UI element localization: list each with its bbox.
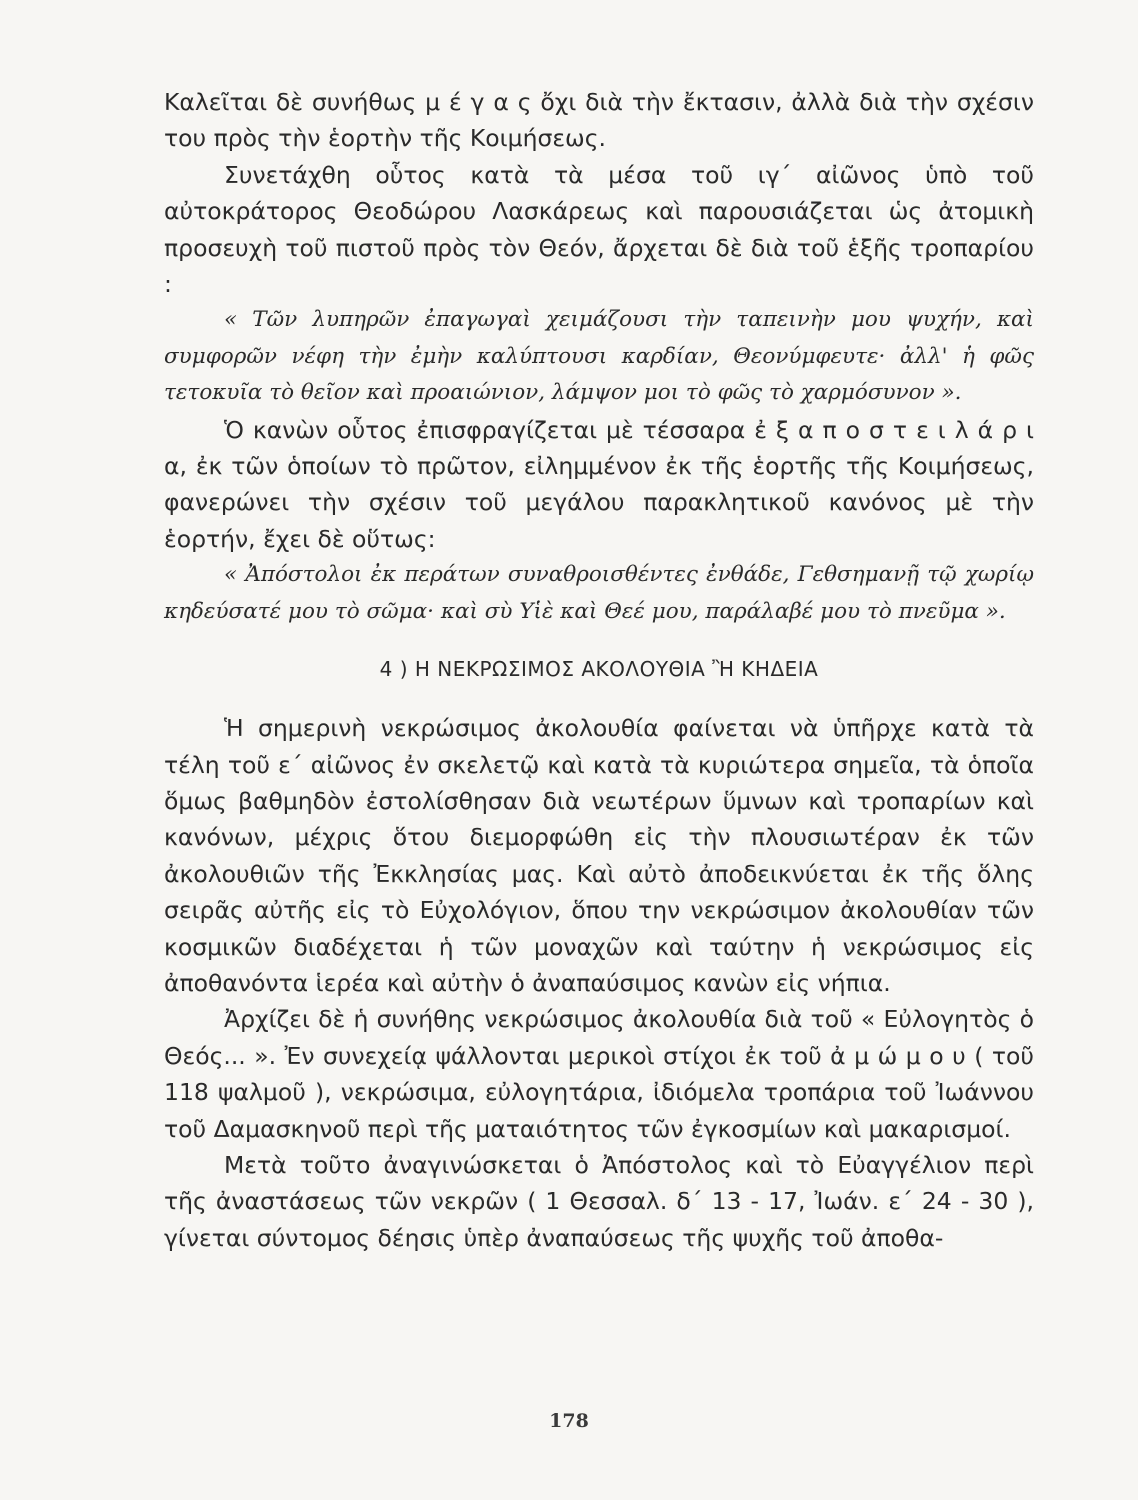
paragraph-funeral-service: Ἡ σημερινὴ νεκρώσιμος ἀκολουθία φαίνεται νὰ ὑπῆρχε κατὰ τὰ τέλη τοῦ ε΄ αἰῶνος ἐν σκελετῷ καὶ κατὰ τὰ κυριώτερα σημεῖα, τὰ ὁποῖα ὅμως βαθμηδὸν ἐστολίσθησαν διὰ νεωτέρων ὕμνων καὶ τροπαρίων καὶ κανόνων, μέχρις ὅτου διεμορφώθη εἰς τὴν πλουσιωτέραν ἐκ τῶν ἀκολουθιῶν τῆς Ἐκκλησίας μας. Καὶ αὐτὸ ἀποδεικνύεται ἐκ τῆς ὅλης σειρᾶς αὐτῆς εἰς τὸ Εὐχολόγιον, ὅπου την νεκρώσιμον ἀκολουθίαν τῶν κοσμικῶν διαδέχεται ἡ τῶν μοναχῶν καὶ ταύτην ἡ νεκρώσιμος εἰς ἀποθανόντα ἱερέα καὶ αὐτὴν ὁ ἀναπαύσιμος κανὼν εἰς νήπια. bbox=[164, 714, 1034, 997]
page-number: 178 bbox=[549, 1410, 589, 1432]
paragraph-exaposteilaria: Ὁ κανὼν οὗτος ἐπισφραγίζεται μὲ τέσσαρα ἐ ξ α π ο σ τ ε ι λ ά ρ ι α, ἐκ τῶν ὁποίων τὸ πρῶτον, εἰλημμένον ἐκ τῆς ἑορτῆς τῆς Κοιμήσεως, φανερώνει τὴν σχέσιν τοῦ μεγάλου παρακλητικοῦ κανόνος μὲ τὴν ἑορτήν, ἔχει δὲ οὕτως: bbox=[164, 415, 1034, 553]
paragraph-composition: Συνετάχθη οὗτος κατὰ τὰ μέσα τοῦ ιγ΄ αἰῶνος ὑπὸ τοῦ αὐτοκράτορος Θεοδώρου Λασκάρεως καὶ παρουσιάζεται ὡς ἀτομικὴ προσευχὴ τοῦ πιστοῦ πρὸς τὸν Θεόν, ἄρχεται δὲ διὰ τοῦ ἑξῆς τροπαρίου : bbox=[164, 160, 1034, 299]
section-heading: 4 ) Η ΝΕΚΡΩΣΙΜΟΣ ΑΚΟΛΟΥΘΙΑ Ἢ ΚΗΔΕΙΑ bbox=[379, 657, 819, 682]
paragraph-readings: Μετὰ τοῦτο ἀναγινώσκεται ὁ Ἀπόστολος καὶ τὸ Εὐαγγέλιον περὶ τῆς ἀναστάσεως τῶν νεκρῶν ( 1 Θεσσαλ. δ΄ 13 - 17, Ἰωάν. ε΄ 24 - 30 ), γίνεται σύντομος δέησις ὑπὲρ ἀναπαύσεως τῆς ψυχῆς τοῦ ἀποθα- bbox=[164, 1150, 1034, 1252]
troparion-quote: « Τῶν λυπηρῶν ἐπαγωγαὶ χειμάζουσι τὴν ταπεινὴν μου ψυχήν, καὶ συμφορῶν νέφη τὴν ἐμὴν καλύπτουσι καρδίαν, Θεονύμφευτε· ἀλλ' ἡ φῶς τετοκυῖα τὸ θεῖον καὶ προαιώνιον, λάμψον μοι τὸ φῶς τὸ χαρμόσυνον ». bbox=[164, 307, 1034, 406]
paragraph-service-beginning: Ἀρχίζει δὲ ἡ συνήθης νεκρώσιμος ἀκολουθία διὰ τοῦ « Εὐλογητὸς ὁ Θεός... ». Ἐν συνεχείᾳ ψάλλονται μερικοὶ στίχοι ἐκ τοῦ ἀ μ ώ μ ο υ ( τοῦ 118 ψαλμοῦ ), νεκρώσιμα, εὐλογητάρια, ἰδιόμελα τροπάρια τοῦ Ἰωάννου τοῦ Δαμασκηνοῦ περὶ τῆς ματαιότητος τῶν ἐγκοσμίων καὶ μακαρισμοί. bbox=[164, 1005, 1034, 1143]
exaposteilarion-quote: « Ἀπόστολοι ἐκ περάτων συναθροισθέντες ἐνθάδε, Γεθσημανῇ τῷ χωρίῳ κηδεύσατέ μου τὸ σῶμα· καὶ σὺ Υἱὲ καὶ Θεέ μου, παράλαβέ μου τὸ πνεῦμα ». bbox=[164, 562, 1034, 624]
paragraph-megas-canon: Καλεῖται δὲ συνήθως μ έ γ α ς ὄχι διὰ τὴν ἔκτασιν, ἀλλὰ διὰ τὴν σχέσιν του πρὸς τὴν ἑορτὴν τῆς Κοιμήσεως. bbox=[164, 88, 1034, 153]
